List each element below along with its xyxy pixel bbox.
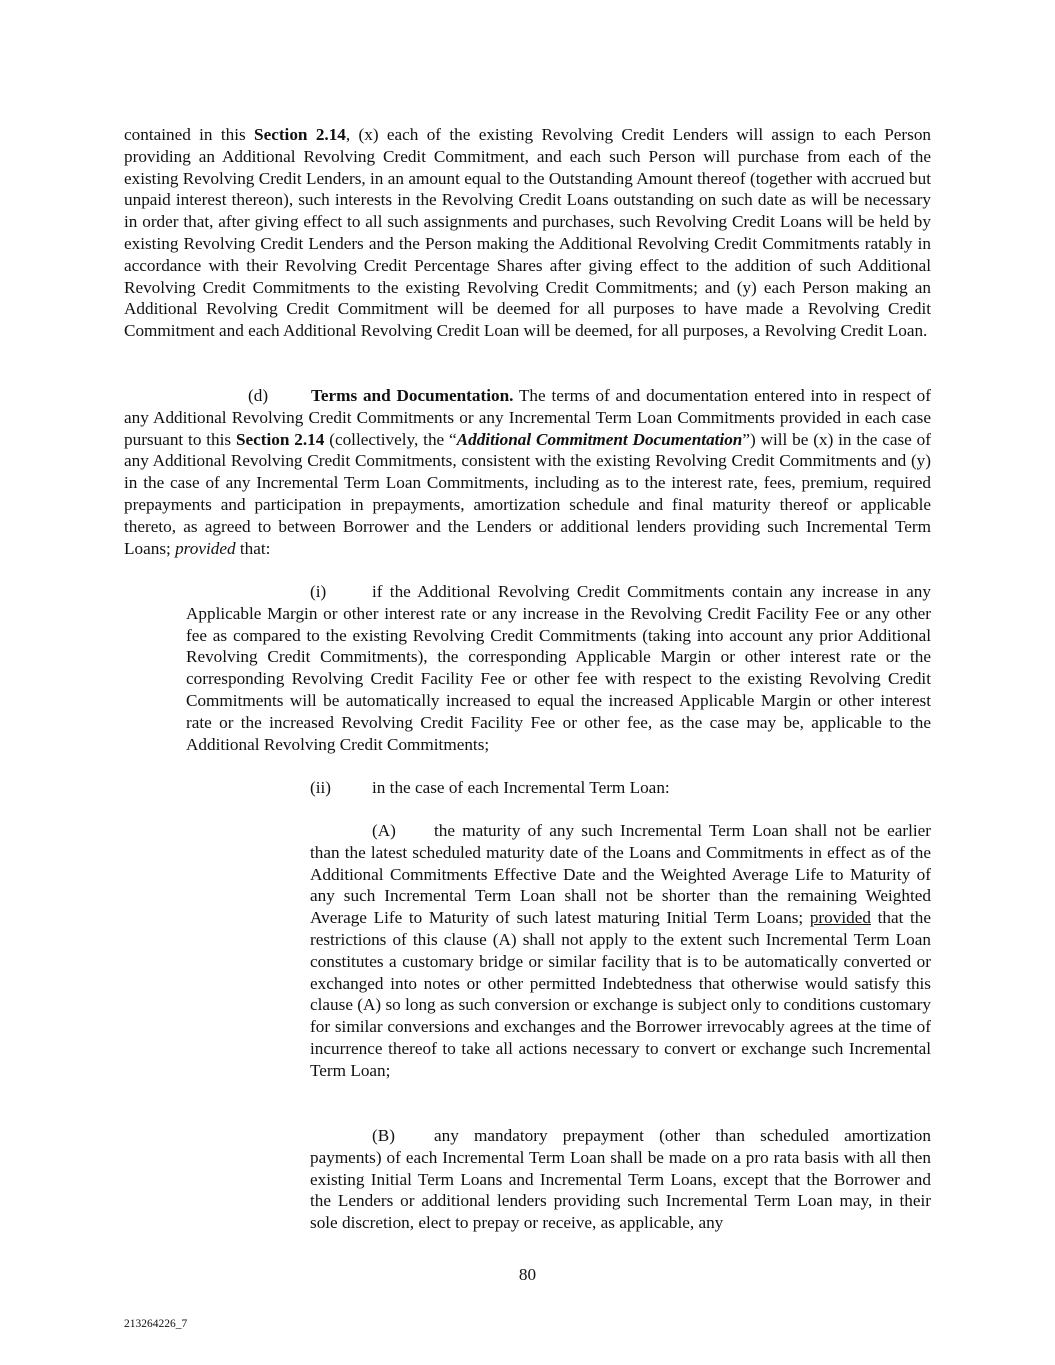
paragraph-continuation: contained in this Section 2.14, (x) each of the existing Revolving Credit Lenders will assign to each Person providing an Additional Revolving Credit Commitment, and each such Person will purchase from each of the existing Revolving Credit Lenders, in an amount equal to the Outstanding Amount thereof (together with accrued but unpaid interest thereon), such interests in the Revolving Credit Loans outstanding on such date as will be necessary in order that, after giving effect to all such assignments and purchases, such Revolving Credit Loans will be held by existing Revolving Credit Lenders and the Person making the Additional Revolving Credit Commitments ratably in accordance with their Revolving Credit Percentage Shares after giving effect to the addition of such Additional Revolving Credit Commitments to the existing Revolving Credit Commitments; and (y) each Person making an Additional Revolving Credit Commitment will be deemed for all purposes to have made a Revolving Credit Commitment and each Additional Revolving Credit Loan will be deemed, for all purposes, a Revolving Credit Loan. [124,125,932,341]
paragraph-d-terms-and-documentation: (d) Terms and Documentation. The terms of and documentation entered into in respect of any Additional Revolving Credit Commitments or any Incremental Term Loan Commitments provided in each case pursuant to this Section 2.14 (collectively, the “Additional Commitment Documentation”) will be (x) in the case of any Additional Revolving Credit Commitments, consistent with the existing Revolving Credit Commitments and (y) in the case of any Incremental Term Loan Commitments, including as to the interest rate, fees, premium, required prepayments and participation in prepayments, amortization schedule and final maturity thereof or applicable thereto, as agreed to between Borrower and the Lenders or additional lenders providing such Incremental Term Loans; provided that: [124,386,931,558]
clause-heading: Terms and Documentation. [311,386,514,405]
paragraph-ii: (ii) in the case of each Incremental Term Loan: [310,778,670,797]
paragraph-i: (i) if the Additional Revolving Credit Commitments contain any increase in any Applicable Margin or other interest rate or any increase in the Revolving Credit Facility Fee or any other fee as compared to the existing Revolving Credit Commitments (taking into account any prior Additional Revolving Credit Commitments), the corresponding Applicable Margin or other interest rate or the corresponding Revolving Credit Facility Fee or other fee with respect to the existing Revolving Credit Commitments will be automatically increased to equal the increased Applicable Margin or other interest rate or the increased Revolving Credit Facility Fee or other fee, as the case may be, applicable to the Additional Revolving Credit Commitments; [186,582,931,754]
clause-label: (ii) [310,778,331,797]
document-id: 213264226_7 [124,1318,188,1330]
paragraph-B: (B) any mandatory prepayment (other than scheduled amortization payments) of each Incremental Term Loan shall be made on a pro rata basis with all then existing Initial Term Loans and Incremental Term Loans, except that the Borrower and the Lenders or additional lenders providing such Incremental Term Loan may, in their sole discretion, elect to prepay or receive, as applicable, any [310,1126,931,1233]
proviso-term: provided [809,908,871,928]
page-number: 80 [518,1265,537,1284]
clause-label: (d) [248,386,269,405]
defined-term: Additional Commitment Documentation [456,429,743,449]
section-reference: Section 2.14 [254,125,346,144]
paragraph-A: (A) the maturity of any such Incremental Term Loan shall not be earlier than the latest scheduled maturity date of the Loans and Commitments in effect as of the Additional Commitments Effective Date and the Weighted Average Life to Maturity of any such Incremental Term Loan shall not be shorter than the remaining Weighted Average Life to Maturity of such latest maturing Initial Term Loans; provided that the restrictions of this clause (A) shall not apply to the extent such Incremental Term Loan constitutes a customary bridge or similar facility that is to be automatically converted or exchanged into notes or other permitted Indebtedness that otherwise would satisfy this clause (A) so long as such conversion or exchange is subject only to conditions customary for similar conversions and exchanges and the Borrower irrevocably agrees at the time of incurrence thereof to take all actions necessary to convert or exchange such Incremental Term Loan; [310,821,931,1080]
clause-label: (B) [372,1126,395,1145]
clause-label: (A) [372,821,396,840]
clause-label: (i) [310,582,327,601]
section-reference: Section 2.14 [235,429,325,449]
proviso-term: provided [175,538,236,558]
